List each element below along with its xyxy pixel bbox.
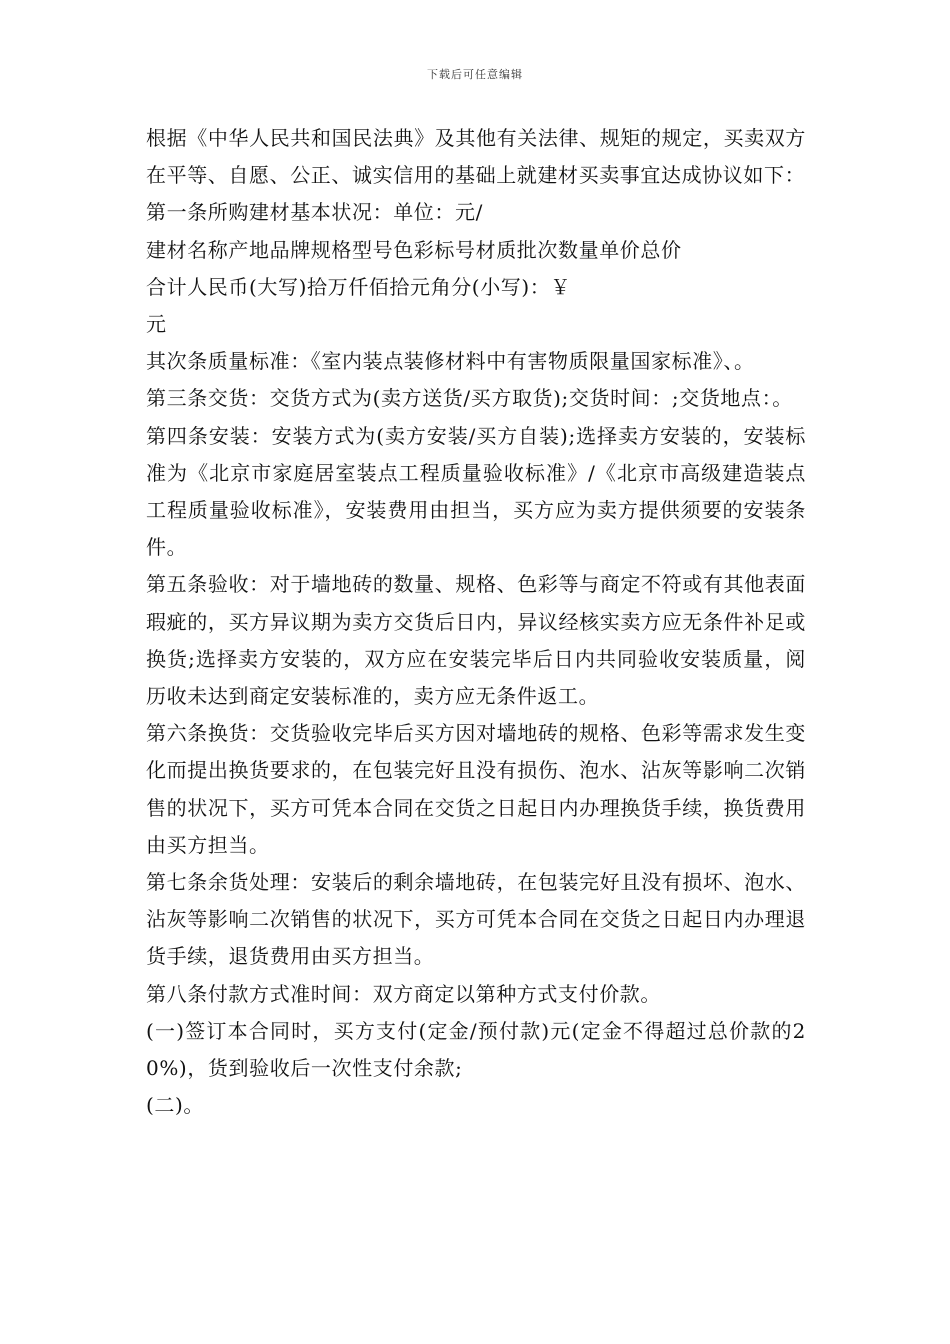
paragraph-payment-option-1: (一)签订本合同时，买方支付(定金/预付款)元(定金不得超过总价款的20%)，货到验收后一次性支付余款; bbox=[146, 1018, 806, 1081]
paragraph-article-2: 其次条质量标准：《室内装点装修材料中有害物质限量国家标准》、。 bbox=[146, 349, 755, 374]
paragraph-preamble: 根据《中华人民共和国民法典》及其他有关法律、规矩的规定，买卖双方在平等、自愿、公正、诚实信用的基础上就建材买卖事宜达成协议如下： bbox=[146, 126, 806, 188]
paragraph-article-8: 第八条付款方式准时间：双方商定以第种方式支付价款。 bbox=[146, 981, 661, 1006]
paragraph-payment-option-2: (二)。 bbox=[146, 1093, 205, 1118]
paragraph-article-3: 第三条交货：交货方式为(卖方送货/买方取货);交货时间：;交货地点：。 bbox=[146, 386, 793, 411]
paragraph-article-4: 第四条安装：安装方式为(卖方安装/买方自装);选择卖方安装的，安装标准为《北京市家庭居室装点工程质量验收标准》/《北京市高级建造装点工程质量验收标准》，安装费用由担当，买方应为卖方提供须要的安装条件。 bbox=[146, 423, 806, 560]
document-body bbox=[146, 120, 806, 1124]
paragraph-total-unit: 元 bbox=[146, 312, 167, 337]
paragraph-material-columns: 建材名称产地品牌规格型号色彩标号材质批次数量单价总价 bbox=[146, 237, 682, 262]
paragraph-article-1: 第一条所购建材基本状况：单位：元/ bbox=[146, 200, 483, 225]
paragraph-article-7: 第七条余货处理：安装后的剩余墙地砖，在包装完好且没有损坏、泡水、沾灰等影响二次销售的状况下，买方可凭本合同在交货之日起日内办理退货手续，退货费用由买方担当。 bbox=[146, 870, 806, 969]
paragraph-total-amount: 合计人民币(大写)拾万仟佰拾元角分(小写)：￥ bbox=[146, 274, 572, 299]
paragraph-article-6: 第六条换货：交货验收完毕后买方因对墙地砖的规格、色彩等需求发生变化而提出换货要求的，在包装完好且没有损伤、泡水、沾灰等影响二次销售的状况下，买方可凭本合同在交货之日起日内办理换货手续，换货费用由买方担当。 bbox=[146, 721, 806, 857]
header-note: 下载后可任意编辑 bbox=[427, 68, 523, 81]
paragraph-article-5: 第五条验收：对于墙地砖的数量、规格、色彩等与商定不符或有其他表面瑕疵的，买方异议期为卖方交货后日内，异议经核实卖方应无条件补足或换货;选择卖方安装的，双方应在安装完毕后日内共同验收安装质量，阅历收未达到商定安装标准的，卖方应无条件返工。 bbox=[146, 572, 807, 709]
